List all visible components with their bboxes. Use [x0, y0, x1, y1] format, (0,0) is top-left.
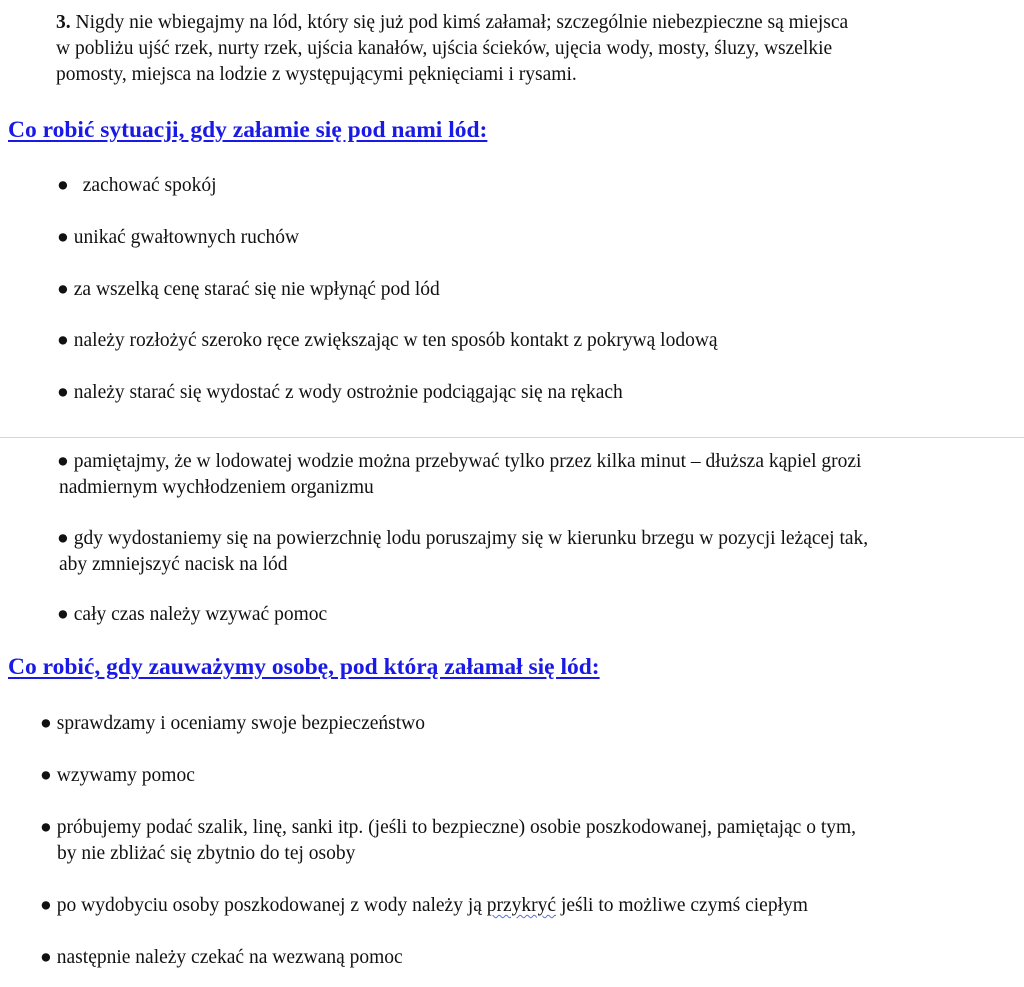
- list-item: ● próbujemy podać szalik, linę, sanki itp. (jeśli to bezpieczne) osobie poszkodowanej, pamiętając o tym, by nie zbliżać się zbytnio do tej osoby: [40, 817, 857, 864]
- list-item: ● następnie należy czekać na wezwaną pomoc: [40, 945, 403, 971]
- bullet-icon: ●: [57, 175, 69, 196]
- intro-paragraph: [56, 10, 1012, 88]
- item-number: 3.: [56, 12, 71, 33]
- bullet-icon: ●: [57, 604, 69, 625]
- bullet-icon: ●: [40, 947, 52, 968]
- bullet-icon: ●: [57, 279, 69, 300]
- list-item: ● unikać gwałtownych ruchów: [57, 225, 299, 251]
- bullet-icon: ●: [57, 528, 69, 549]
- intro-line-1: 3. Nigdy nie wbiegajmy na lód, który się już pod kimś załamał; szczególnie niebezpieczne są miejsca: [56, 12, 849, 33]
- section-heading-own-fall: Co robić sytuacji, gdy załamie się pod nami lód:: [8, 117, 488, 143]
- section-heading-other-person: Co robić, gdy zauważymy osobę, pod którą załamał się lód:: [8, 654, 600, 680]
- list-item: ● należy starać się wydostać z wody ostrożnie podciągając się na rękach: [57, 380, 623, 406]
- bullet-icon: ●: [57, 451, 69, 472]
- list-item: ● sprawdzamy i oceniamy swoje bezpieczeństwo: [40, 711, 425, 737]
- bullet-icon: ●: [40, 765, 52, 786]
- list-item: ● wzywamy pomoc: [40, 763, 195, 789]
- list-item: ● zachować spokój: [57, 173, 217, 199]
- bullet-icon: ●: [40, 817, 52, 838]
- bullet-icon: ●: [57, 330, 69, 351]
- spellcheck-marked-word[interactable]: przykryć: [486, 895, 557, 916]
- bullet-icon: ●: [57, 227, 69, 248]
- list-item: ● za wszelką cenę starać się nie wpłynąć pod lód: [57, 277, 440, 303]
- list-item: ● pamiętajmy, że w lodowatej wodzie można przebywać tylko przez kilka minut – dłuższa kąpiel grozi nadmiernym wychłodzeniem organizmu: [57, 451, 862, 498]
- intro-line-2: w pobliżu ujść rzek, nurty rzek, ujścia kanałów, ujścia ścieków, ujęcia wody, mosty, śluzy, wszelkie: [56, 38, 833, 59]
- list-item: ● należy rozłożyć szeroko ręce zwiększając w ten sposób kontakt z pokrywą lodową: [57, 328, 718, 354]
- list-item: ● cały czas należy wzywać pomoc: [57, 602, 327, 628]
- intro-line-3: pomosty, miejsca na lodzie z występującymi pęknięciami i rysami.: [56, 64, 577, 85]
- bullet-icon: ●: [40, 713, 52, 734]
- list-item: ● gdy wydostaniemy się na powierzchnię lodu poruszajmy się w kierunku brzegu w pozycji leżącej tak, aby zmniejszyć nacisk na lód: [57, 528, 869, 575]
- list-item: ● po wydobyciu osoby poszkodowanej z wody należy ją przykryć jeśli to możliwe czymś ciepłym: [40, 893, 808, 919]
- bullet-icon: ●: [57, 382, 69, 403]
- page-break-divider: [0, 437, 1024, 438]
- bullet-icon: ●: [40, 895, 52, 916]
